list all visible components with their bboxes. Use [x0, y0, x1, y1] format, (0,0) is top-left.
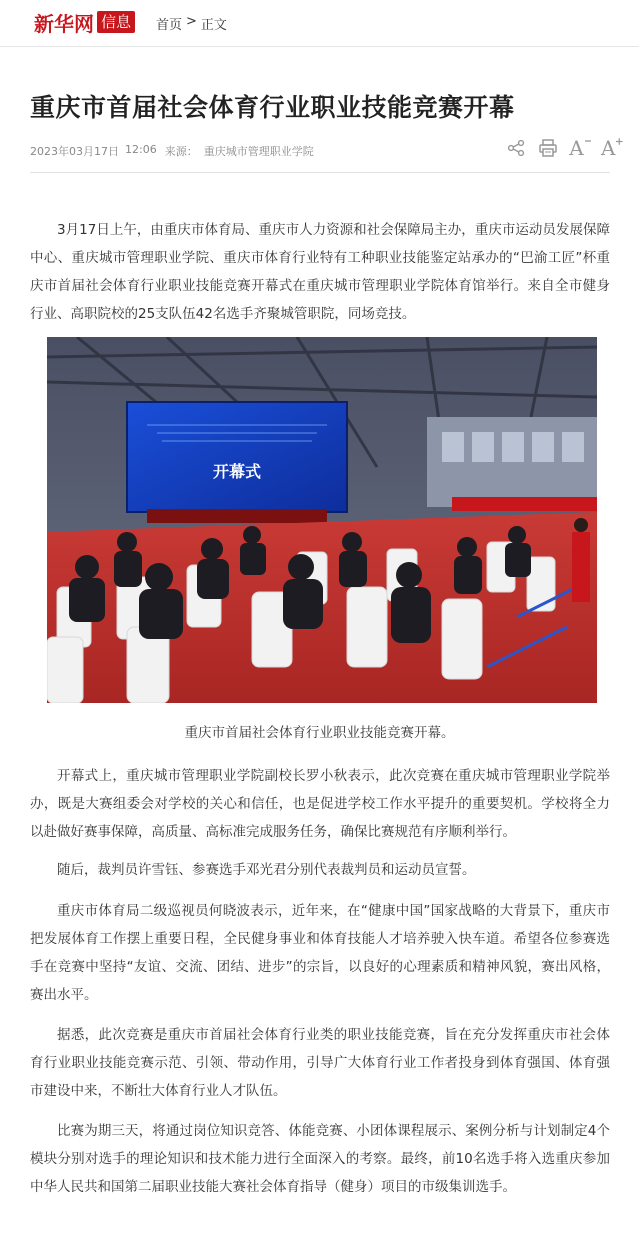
article-tools	[505, 136, 623, 160]
font-increase-letter: A	[601, 136, 616, 160]
source-label: 来源：	[164, 145, 198, 158]
breadcrumb-current: 正文	[200, 18, 227, 33]
paragraph-1: 3月17日上午，由重庆市体育局、重庆市人力资源和社会保障局主办，重庆市运动员发展保障中心、重庆城市管理职业学院、重庆市体育行业特有工种职业技能鉴定站承办的“巴渝工匠”杯重庆市首届社会体育行业职业技能竞赛开幕式在重庆城市管理职业学院体育馆举行。来自全市健身行业、高职院校的25支队伍42名选手齐聚城管职院，同场竞技。	[30, 222, 610, 322]
share-icon[interactable]	[505, 136, 527, 160]
paragraph-5: 据悉，此次竞赛是重庆市首届社会体育行业类的职业技能竞赛，旨在充分发挥重庆市社会体育行业职业技能竞赛示范、引领、带动作用，引导广大体育行业工作者投身到体育强国、体育强市建设中来，不断壮大体育行业人才队伍。	[30, 1027, 610, 1099]
paragraph-4: 重庆市体育局二级巡视员何晓波表示，近年来，在“健康中国”国家战略的大背景下，重庆市把发展体育工作摆上重要日程，全民健身事业和体育技能人才培养驶入快车道。希望各位参赛选手在竞赛中坚持“友谊、交流、团结、进步”的宗旨，以良好的心理素质和精神风貌，赛出风格，赛出水平。	[30, 903, 610, 1003]
breadcrumb-home[interactable]: 首页	[156, 18, 183, 33]
publish-time: 12:06	[125, 143, 157, 156]
font-decrease-letter: A	[569, 136, 584, 160]
font-decrease-icon[interactable]	[569, 136, 591, 160]
logo-box: 信息	[97, 11, 135, 33]
publish-date: 2023年03月17日	[30, 145, 119, 158]
article-meta	[30, 143, 314, 159]
logo-text: 新华网	[34, 11, 94, 36]
paragraph-2: 开幕式上，重庆城市管理职业学院副校长罗小秋表示，此次竞赛在重庆城市管理职业学院举办，既是大赛组委会对学校的关心和信任，也是促进学校工作水平提升的重要契机。学校将全力以赴做好赛事保障，高质量、高标准完成服务任务，确保比赛规范有序顺利举行。	[30, 768, 610, 840]
breadcrumb-separator: >	[186, 14, 197, 29]
source-name: 重庆城市管理职业学院	[203, 145, 314, 158]
meta-divider	[30, 172, 610, 173]
paragraph-6: 比赛为期三天，将通过岗位知识竞答、体能竞赛、小团体课程展示、案例分析与计划制定4个模块分别对选手的理论知识和技术能力进行全面深入的考察。最终，前10名选手将入选重庆参加中华人民共和国第二届职业技能大赛社会体育指导（健身）项目的市级集训选手。	[30, 1123, 610, 1195]
paragraph-3: 随后，裁判员许雪钰、参赛选手邓光君分别代表裁判员和运动员宣誓。	[57, 862, 476, 878]
article-photo	[47, 337, 597, 703]
font-increase-icon[interactable]	[601, 136, 623, 160]
screen-title: 开幕式	[212, 462, 262, 481]
photo-caption: 重庆市首届社会体育行业职业技能竞赛开幕。	[184, 725, 455, 741]
breadcrumb	[156, 14, 227, 33]
print-icon[interactable]	[537, 136, 559, 160]
top-bar	[0, 0, 639, 47]
site-logo[interactable]	[34, 9, 135, 35]
article-title: 重庆市首届社会体育行业职业技能竞赛开幕	[30, 93, 515, 122]
